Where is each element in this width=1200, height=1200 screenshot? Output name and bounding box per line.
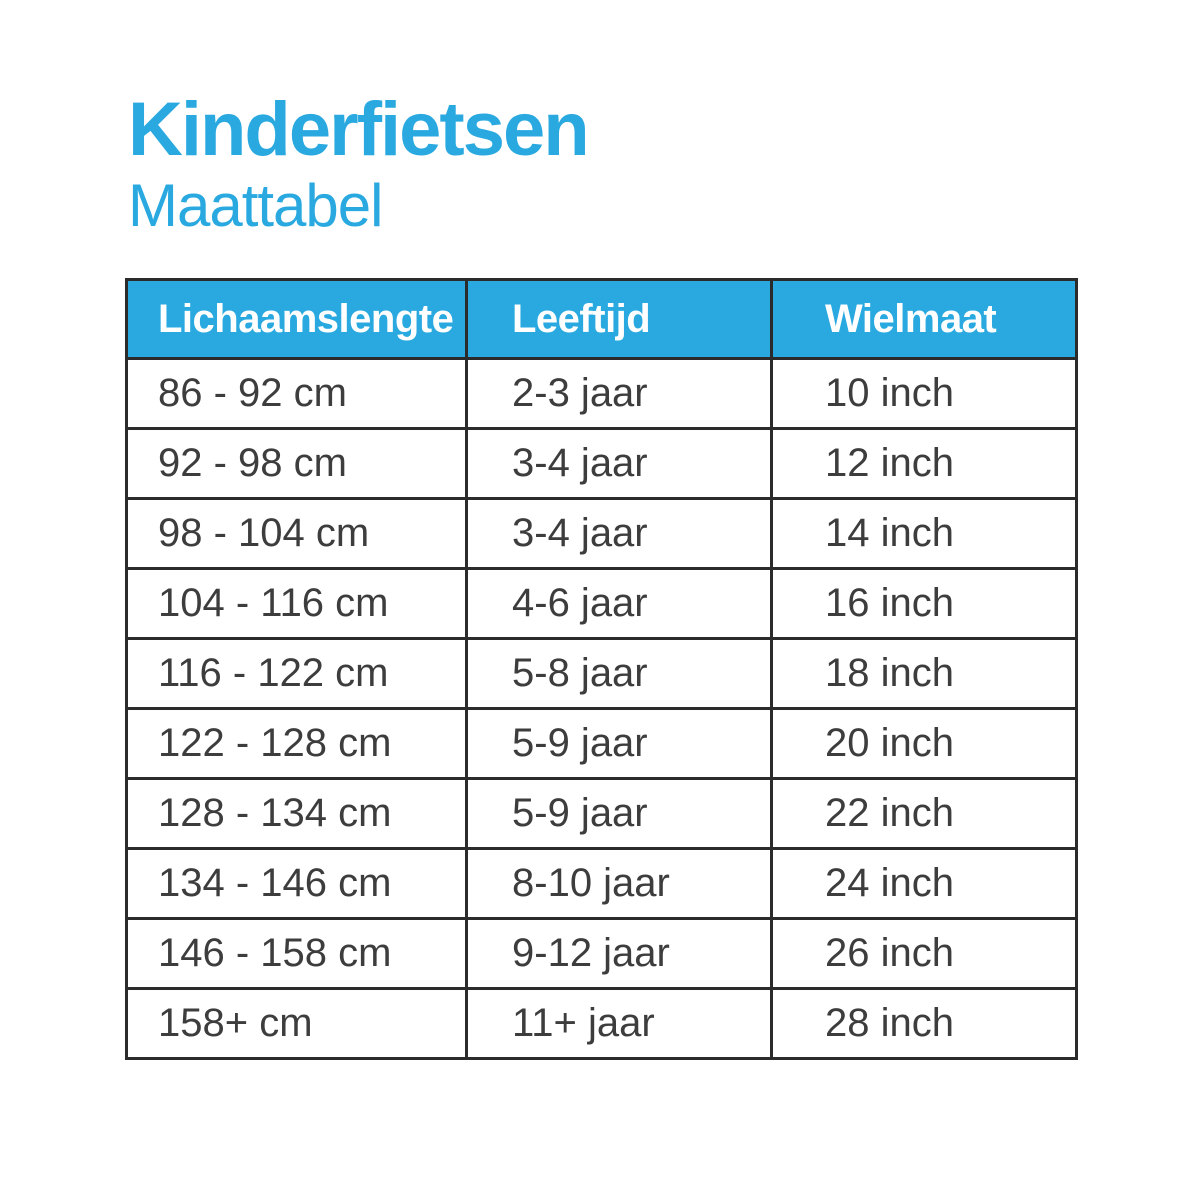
table-cell: 20 inch xyxy=(772,709,1077,779)
table-cell: 104 - 116 cm xyxy=(127,569,467,639)
table-cell: 92 - 98 cm xyxy=(127,429,467,499)
table-row xyxy=(127,429,1077,499)
column-header-leeftijd: Leeftijd xyxy=(467,280,772,359)
table-cell: 8-10 jaar xyxy=(467,849,772,919)
table-cell: 26 inch xyxy=(772,919,1077,989)
size-table xyxy=(125,278,1078,1060)
table-cell: 128 - 134 cm xyxy=(127,779,467,849)
table-cell: 4-6 jaar xyxy=(467,569,772,639)
column-header-wielmaat: Wielmaat xyxy=(772,280,1077,359)
table-row xyxy=(127,709,1077,779)
table-row xyxy=(127,359,1077,429)
table-cell: 146 - 158 cm xyxy=(127,919,467,989)
table-cell: 28 inch xyxy=(772,989,1077,1059)
table-row xyxy=(127,849,1077,919)
size-table-head xyxy=(127,280,1077,359)
page-subtitle: Maattabel xyxy=(128,172,383,239)
table-cell: 5-9 jaar xyxy=(467,779,772,849)
table-cell: 10 inch xyxy=(772,359,1077,429)
table-cell: 11+ jaar xyxy=(467,989,772,1059)
table-cell: 9-12 jaar xyxy=(467,919,772,989)
table-cell: 98 - 104 cm xyxy=(127,499,467,569)
table-cell: 5-8 jaar xyxy=(467,639,772,709)
table-cell: 22 inch xyxy=(772,779,1077,849)
table-cell: 18 inch xyxy=(772,639,1077,709)
table-row xyxy=(127,989,1077,1059)
table-row xyxy=(127,499,1077,569)
table-cell: 5-9 jaar xyxy=(467,709,772,779)
table-header-row xyxy=(127,280,1077,359)
table-cell: 158+ cm xyxy=(127,989,467,1059)
table-row xyxy=(127,779,1077,849)
table-row xyxy=(127,919,1077,989)
table-cell: 14 inch xyxy=(772,499,1077,569)
size-table-body xyxy=(127,359,1077,1059)
table-row xyxy=(127,569,1077,639)
table-cell: 134 - 146 cm xyxy=(127,849,467,919)
table-cell: 3-4 jaar xyxy=(467,499,772,569)
column-header-lichaamslengte: Lichaamslengte xyxy=(127,280,467,359)
table-cell: 3-4 jaar xyxy=(467,429,772,499)
table-cell: 2-3 jaar xyxy=(467,359,772,429)
table-cell: 12 inch xyxy=(772,429,1077,499)
page-title: Kinderfietsen xyxy=(128,87,588,172)
table-cell: 24 inch xyxy=(772,849,1077,919)
table-cell: 86 - 92 cm xyxy=(127,359,467,429)
table-cell: 122 - 128 cm xyxy=(127,709,467,779)
table-cell: 16 inch xyxy=(772,569,1077,639)
table-row xyxy=(127,639,1077,709)
page-header xyxy=(128,87,588,239)
table-cell: 116 - 122 cm xyxy=(127,639,467,709)
